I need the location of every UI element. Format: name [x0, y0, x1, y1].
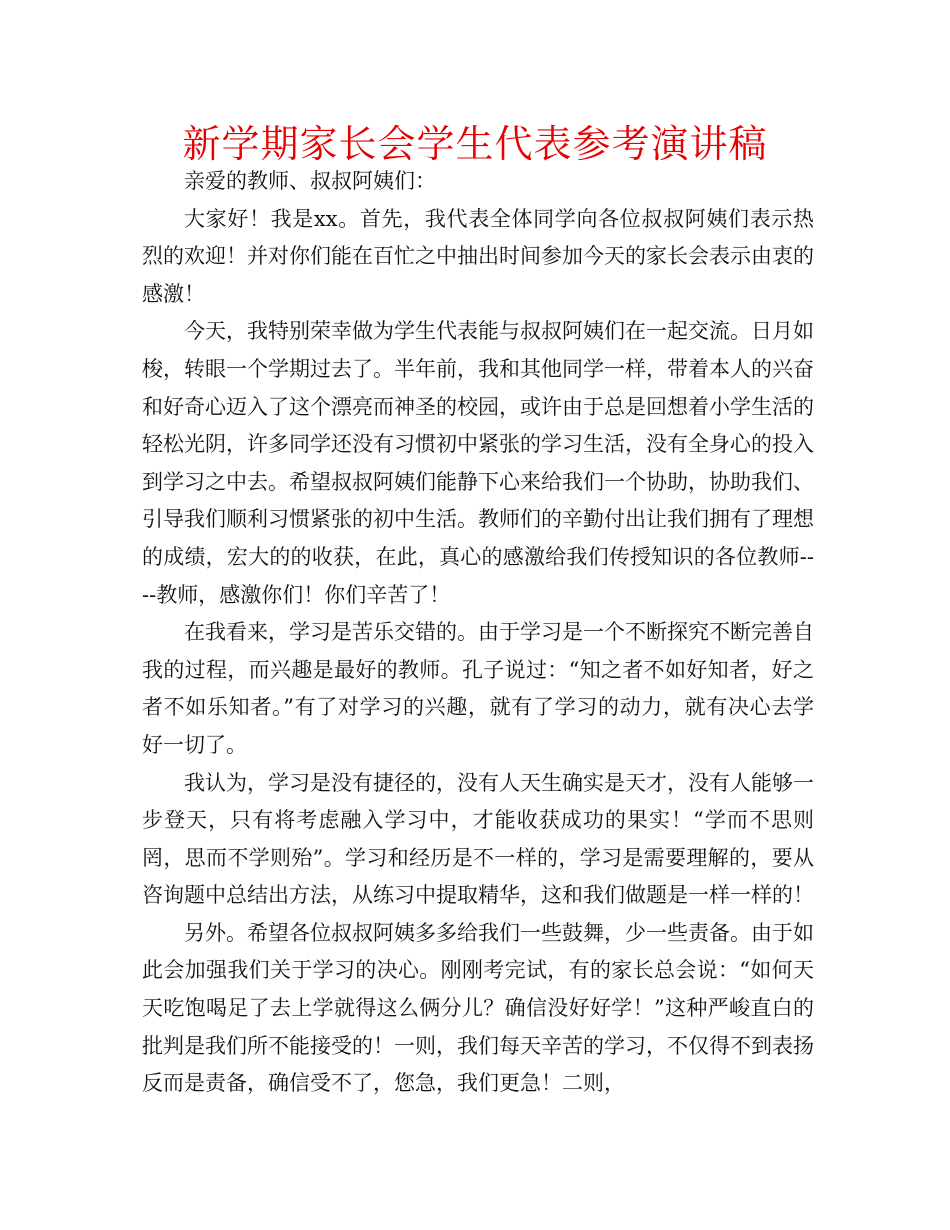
paragraph-semester: 今天，我特别荣幸做为学生代表能与叔叔阿姨们在一起交流。日月如梭，转眼一个学期过去了。半年前，我和其他同学一样，带着本人的兴奋和好奇心迈入了这个漂亮而神圣的校园，或许由于总是回想着小学生活的轻松光阴，许多同学还没有习惯初中紧张的学习生活，没有全身心的投入到学习之中去。希望叔叔阿姨们能静下心来给我们一个协助，协助我们、引导我们顺利习惯紧张的初中生活。教师们的辛勤付出让我们拥有了理想的成绩，宏大的的收获，在此，真心的感激给我们传授知识的各位教师----教师，感激你们！你们辛苦了！: [142, 319, 814, 607]
document-title: 新学期家长会学生代表参考演讲稿: [182, 122, 768, 166]
document-body: [142, 163, 814, 1103]
paragraph-no-shortcut: 我认为，学习是没有捷径的，没有人天生确实是天才，没有人能够一步登天，只有将考虑融入学习中，才能收获成功的果实！“学而不思则罔，思而不学则殆”。学习和经历是不一样的，学习是需要理解的，要从咨询题中总结出方法，从练习中提取精华，这和我们做题是一样一样的！: [142, 770, 814, 908]
paragraph-encouragement: 另外。希望各位叔叔阿姨多多给我们一些鼓舞，少一些责备。由于如此会加强我们关于学习的决心。刚刚考完试，有的家长总会说：“如何天天吃饱喝足了去上学就得这么俩分儿？确信没好好学！”这种严峻直白的批判是我们所不能接受的！一则，我们每天辛苦的学习，不仅得不到表扬反而是责备，确信受不了，您急，我们更急！二则，: [142, 920, 814, 1096]
paragraph-learning-joy: 在我看来，学习是苦乐交错的。由于学习是一个不断探究不断完善自我的过程，而兴趣是最好的教师。孔子说过：“知之者不如好知者，好之者不如乐知者。”有了对学习的兴趣，就有了学习的动力，就有决心去学好一切了。: [142, 620, 814, 757]
paragraph-greeting: 亲爱的教师、叔叔阿姨们：: [184, 169, 436, 193]
paragraph-welcome: 大家好！我是xx。首先，我代表全体同学向各位叔叔阿姨们表示热烈的欢迎！并对你们能在百忙之中抽出时间参加今天的家长会表示由衷的感激！: [142, 206, 814, 306]
